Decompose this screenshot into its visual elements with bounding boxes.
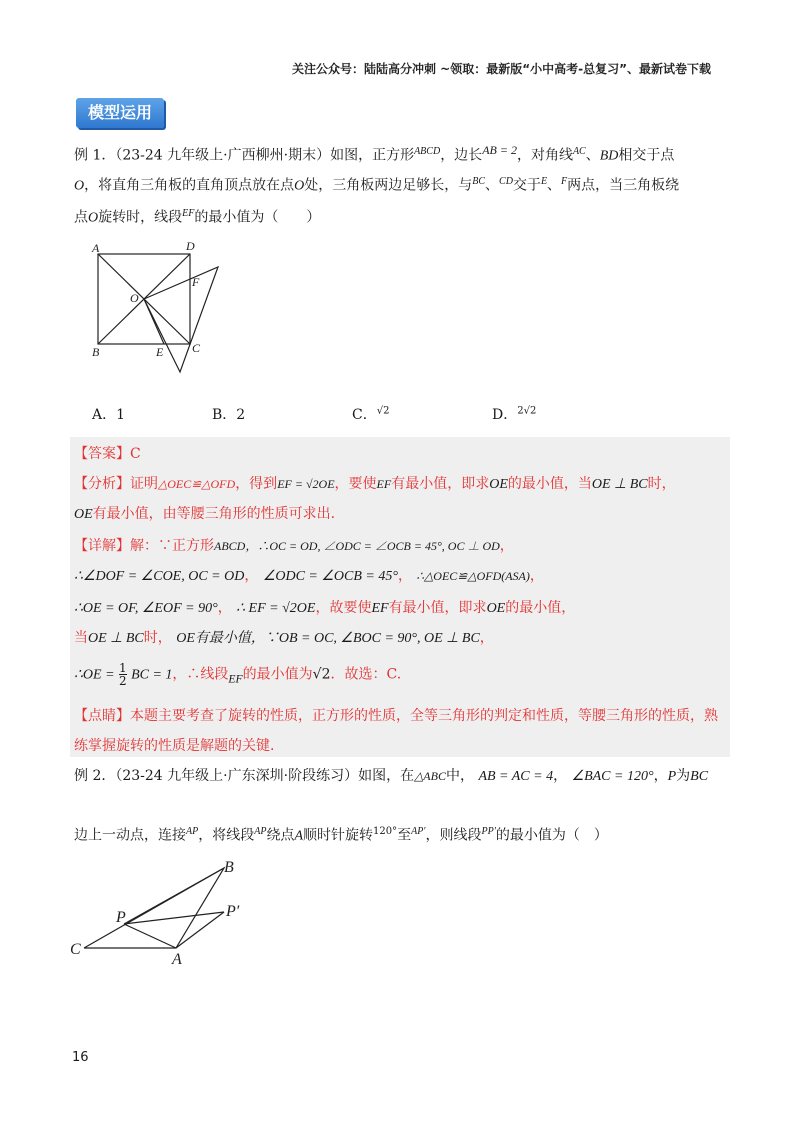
analysis-line2: OE有最小值，由等腰三角形的性质可求出.	[74, 506, 336, 522]
detail-line1: 【详解】解：∵正方形ABCD，∴OC = OD, ∠ODC = ∠OCB = 45°, OC ⊥ OD，	[74, 538, 514, 554]
ex2-figure	[68, 856, 258, 968]
label-A: A	[92, 241, 100, 255]
choice-b: B．2	[212, 407, 246, 423]
choice-c: C．$^{√2}$	[352, 405, 390, 423]
tip-line1: 【点睛】本题主要考查了旋转的性质，正方形的性质，全等三角形的判定和性质，等腰三角形的性质，熟	[74, 708, 718, 724]
ex1-line3: 点O旋转时，线段$^{EF}$的最小值为（ ）	[74, 208, 321, 226]
segment-ppp	[124, 912, 224, 924]
label-F: F	[192, 275, 200, 289]
label-C2: C	[70, 941, 81, 958]
segment-pa	[124, 924, 176, 948]
ex1-line1: 例 1．（23-24 九年级上·广西柳州·期末）如图，正方形$^{ABCD}$，边长$^{AB = 2}$，对角线$^{AC}$、BD相交于点	[74, 143, 675, 164]
detail-line3: ∴OE = OF, ∠EOF = 90°， ∴ EF = √2OE，故要使EF有最小值，即求OE的最小值，	[74, 600, 576, 616]
label-Pprime: P′	[226, 903, 240, 920]
label-P: P	[116, 909, 126, 926]
detail-line4: 当OE ⊥ BC时， OE有最小值，∵OB = OC, ∠BOC = 90°, OE ⊥ BC，	[74, 630, 494, 646]
ex1-line2: O，将直角三角板的直角顶点放在点O处，三角板两边足够长，与$^{BC}$、$^{CD}$交于$^E$、$^F$两点，当三角板绕	[74, 176, 680, 194]
label-C: C	[192, 341, 201, 355]
detail-line5: ∴OE = $\frac{1}{2}$ BC = 1，∴线段$_{EF}$的最小值为√2．故选：C.	[74, 661, 402, 688]
label-D: D	[186, 239, 195, 253]
label-B: B	[92, 345, 100, 359]
label-B2: B	[224, 859, 234, 876]
ex2-line2: 边上一动点，连接$^{AP}$，将线段$^{AP}$绕点A顺时针旋转$^{120^\circ}$至$^{AP'}$，则线段$^{PP'}$的最小值为（ ）	[74, 826, 608, 844]
tip-line2: 练掌握旋转的性质是解题的关键.	[74, 738, 275, 754]
page-number: 16	[72, 1050, 89, 1065]
label-E: E	[156, 345, 164, 359]
ex1-figure	[88, 236, 238, 376]
page-header: 关注公众号：陆陆高分冲刺 ~领取：最新版“小中高考-总复习”、最新试卷下载	[292, 62, 711, 76]
label-O: O	[130, 291, 139, 305]
ex2-line1: 例 2．（23-24 九年级上·广东深圳·阶段练习）如图，在△ABC中， AB = AC = 4， ∠BAC = 120°，P为BC	[74, 768, 709, 784]
answer-line: 【答案】C	[74, 446, 141, 462]
section-badge: 模型运用	[76, 98, 164, 128]
choice-a: A．1	[92, 407, 126, 423]
analysis-line1: 【分析】证明△OEC≌△OFD，得到EF = √2OE，要使EF有最小值，即求OE的最小值，当OE ⊥ BC时，	[74, 476, 676, 492]
choice-d: D．$^{2√2}$	[492, 405, 537, 423]
segment-pb	[124, 868, 224, 924]
label-A2: A	[172, 951, 182, 968]
fraction-half: $\frac{1}{2}$	[118, 661, 127, 688]
detail-line2: ∴∠DOF = ∠COE, OC = OD， ∠ODC = ∠OCB = 45°， ∴△OEC≌△OFD(ASA)，	[74, 568, 544, 584]
